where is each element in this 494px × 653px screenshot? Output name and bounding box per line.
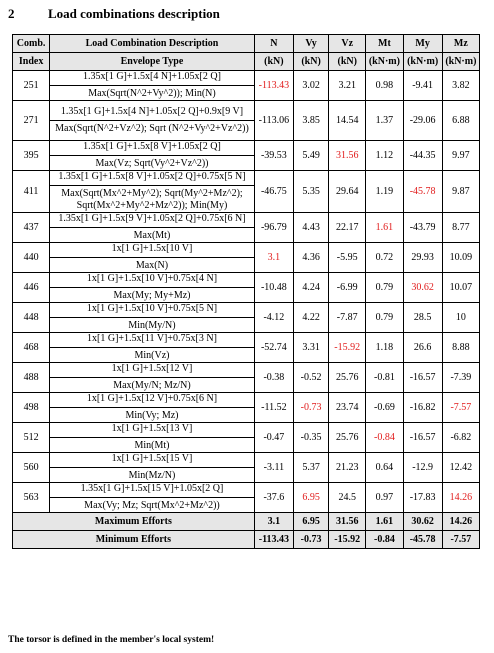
envelope-type: Max(Vz; Sqrt(Vy^2+Vz^2)) bbox=[50, 155, 254, 170]
effort-value: -0.73 bbox=[294, 393, 329, 423]
footer-value: 30.62 bbox=[403, 513, 442, 531]
footer-value: -0.73 bbox=[294, 531, 329, 549]
comb-index: 446 bbox=[13, 273, 50, 303]
table-row bbox=[13, 423, 480, 453]
combination-description: 1.35x[1 G]+1.5x[4 N]+1.05x[2 Q]+0.9x[9 V] bbox=[60, 106, 244, 117]
effort-value: -3.11 bbox=[254, 453, 293, 483]
effort-value: -17.83 bbox=[403, 483, 442, 513]
col-subheader: (kN) bbox=[329, 53, 366, 71]
effort-value: 31.56 bbox=[329, 141, 366, 171]
combination-description: 1x[1 G]+1.5x[12 V] bbox=[111, 363, 193, 374]
minimum-efforts-row bbox=[13, 531, 480, 549]
combination-cell bbox=[50, 273, 255, 303]
table-row bbox=[13, 453, 480, 483]
effort-value: 8.88 bbox=[442, 333, 479, 363]
effort-value: -43.79 bbox=[403, 213, 442, 243]
combination-description: 1x[1 G]+1.5x[15 V] bbox=[111, 453, 193, 464]
effort-value: 10.07 bbox=[442, 273, 479, 303]
effort-value: 3.31 bbox=[294, 333, 329, 363]
effort-value: -16.57 bbox=[403, 363, 442, 393]
effort-value: 25.76 bbox=[329, 423, 366, 453]
effort-value: 5.49 bbox=[294, 141, 329, 171]
col-header: Vz bbox=[329, 35, 366, 53]
combination-cell bbox=[50, 483, 255, 513]
table-row bbox=[13, 101, 480, 141]
combination-cell bbox=[50, 363, 255, 393]
effort-value: 30.62 bbox=[403, 273, 442, 303]
comb-index: 251 bbox=[13, 71, 50, 101]
footer-value: 3.1 bbox=[254, 513, 293, 531]
col-header: Mt bbox=[366, 35, 403, 53]
combination-cell bbox=[50, 71, 255, 101]
table-row bbox=[13, 171, 480, 213]
envelope-type: Min(Mz/N) bbox=[50, 467, 254, 482]
envelope-type: Max(Sqrt(Mx^2+My^2); Sqrt(My^2+Mz^2); Sqrt(Mx^2+My^2+Mz^2)); Min(My) bbox=[50, 185, 254, 212]
table-body bbox=[13, 71, 480, 513]
comb-index: 488 bbox=[13, 363, 50, 393]
effort-value: 9.87 bbox=[442, 171, 479, 213]
table-row bbox=[13, 483, 480, 513]
comb-index: 560 bbox=[13, 453, 50, 483]
effort-value: 22.17 bbox=[329, 213, 366, 243]
combination-description: 1x[1 G]+1.5x[10 V]+0.75x[4 N] bbox=[86, 273, 218, 284]
comb-index: 395 bbox=[13, 141, 50, 171]
effort-value: 14.26 bbox=[442, 483, 479, 513]
effort-value: 14.54 bbox=[329, 101, 366, 141]
effort-value: -46.75 bbox=[254, 171, 293, 213]
effort-value: 6.88 bbox=[442, 101, 479, 141]
envelope-type: Min(My/N) bbox=[50, 317, 254, 332]
envelope-type: Max(My; My+Mz) bbox=[50, 287, 254, 302]
comb-index: 411 bbox=[13, 171, 50, 213]
combination-cell bbox=[50, 423, 255, 453]
effort-value: 12.42 bbox=[442, 453, 479, 483]
envelope-type: Max(N) bbox=[50, 257, 254, 272]
col-subheader: Envelope Type bbox=[50, 53, 255, 71]
col-subheader: (kN·m) bbox=[442, 53, 479, 71]
footer-value: -15.92 bbox=[329, 531, 366, 549]
combination-description: 1x[1 G]+1.5x[11 V]+0.75x[3 N] bbox=[87, 333, 217, 344]
effort-value: 1.19 bbox=[366, 171, 403, 213]
effort-value: 0.79 bbox=[366, 273, 403, 303]
comb-index: 437 bbox=[13, 213, 50, 243]
header-row-top bbox=[13, 35, 480, 53]
section-title: Load combinations description bbox=[48, 6, 220, 21]
effort-value: -0.47 bbox=[254, 423, 293, 453]
col-subheader: (kN) bbox=[254, 53, 293, 71]
envelope-type: Min(Vy; Mz) bbox=[50, 407, 254, 422]
comb-index: 448 bbox=[13, 303, 50, 333]
effort-value: -0.81 bbox=[366, 363, 403, 393]
effort-value: 0.72 bbox=[366, 243, 403, 273]
effort-value: 9.97 bbox=[442, 141, 479, 171]
effort-value: -0.52 bbox=[294, 363, 329, 393]
footer-value: -7.57 bbox=[442, 531, 479, 549]
col-header: Comb. bbox=[13, 35, 50, 53]
effort-value: 1.61 bbox=[366, 213, 403, 243]
effort-value: -9.41 bbox=[403, 71, 442, 101]
col-subheader: (kN·m) bbox=[366, 53, 403, 71]
effort-value: -7.87 bbox=[329, 303, 366, 333]
combination-cell bbox=[50, 171, 255, 213]
combination-description: 1x[1 G]+1.5x[10 V] bbox=[111, 243, 193, 254]
effort-value: -113.43 bbox=[254, 71, 293, 101]
table-row bbox=[13, 273, 480, 303]
effort-value: 10 bbox=[442, 303, 479, 333]
effort-value: 0.98 bbox=[366, 71, 403, 101]
effort-value: 4.36 bbox=[294, 243, 329, 273]
effort-value: -12.9 bbox=[403, 453, 442, 483]
col-header: Vy bbox=[294, 35, 329, 53]
effort-value: 24.5 bbox=[329, 483, 366, 513]
table-row bbox=[13, 213, 480, 243]
combination-description: 1.35x[1 G]+1.5x[4 N]+1.05x[2 Q] bbox=[83, 71, 221, 82]
effort-value: 1.12 bbox=[366, 141, 403, 171]
col-header: Mz bbox=[442, 35, 479, 53]
effort-value: -29.06 bbox=[403, 101, 442, 141]
table-row bbox=[13, 71, 480, 101]
torsor-note: The torsor is defined in the member's local system! bbox=[8, 635, 215, 645]
table-row bbox=[13, 333, 480, 363]
table-row bbox=[13, 303, 480, 333]
effort-value: 1.18 bbox=[366, 333, 403, 363]
effort-value: 3.82 bbox=[442, 71, 479, 101]
combination-description: 1x[1 G]+1.5x[13 V] bbox=[111, 423, 193, 434]
col-subheader: Index bbox=[13, 53, 50, 71]
effort-value: -5.95 bbox=[329, 243, 366, 273]
envelope-type: Min(Vz) bbox=[50, 347, 254, 362]
footer-value: 6.95 bbox=[294, 513, 329, 531]
effort-value: 3.02 bbox=[294, 71, 329, 101]
comb-index: 271 bbox=[13, 101, 50, 141]
effort-value: -7.39 bbox=[442, 363, 479, 393]
effort-value: -4.12 bbox=[254, 303, 293, 333]
effort-value: 5.35 bbox=[294, 171, 329, 213]
effort-value: 8.77 bbox=[442, 213, 479, 243]
effort-value: 0.64 bbox=[366, 453, 403, 483]
combination-description: 1x[1 G]+1.5x[10 V]+0.75x[5 N] bbox=[86, 303, 218, 314]
section-heading bbox=[8, 6, 220, 22]
maximum-efforts-row bbox=[13, 513, 480, 531]
effort-value: 29.93 bbox=[403, 243, 442, 273]
comb-index: 512 bbox=[13, 423, 50, 453]
combination-description: 1.35x[1 G]+1.5x[15 V]+1.05x[2 Q] bbox=[80, 483, 224, 494]
effort-value: -10.48 bbox=[254, 273, 293, 303]
comb-index: 440 bbox=[13, 243, 50, 273]
envelope-type: Max(Sqrt(N^2+Vz^2); Sqrt (N^2+Vy^2+Vz^2)) bbox=[50, 120, 254, 135]
effort-value: 6.95 bbox=[294, 483, 329, 513]
comb-index: 468 bbox=[13, 333, 50, 363]
section-number: 2 bbox=[8, 6, 15, 21]
effort-value: 1.37 bbox=[366, 101, 403, 141]
col-header: Load Combination Description bbox=[50, 35, 255, 53]
effort-value: -16.82 bbox=[403, 393, 442, 423]
footer-value: 14.26 bbox=[442, 513, 479, 531]
effort-value: -113.06 bbox=[254, 101, 293, 141]
effort-value: -52.74 bbox=[254, 333, 293, 363]
effort-value: -37.6 bbox=[254, 483, 293, 513]
effort-value: -96.79 bbox=[254, 213, 293, 243]
envelope-type: Max(Mt) bbox=[50, 227, 254, 242]
footer-value: -0.84 bbox=[366, 531, 403, 549]
effort-value: 23.74 bbox=[329, 393, 366, 423]
effort-value: -0.35 bbox=[294, 423, 329, 453]
effort-value: 21.23 bbox=[329, 453, 366, 483]
effort-value: 3.21 bbox=[329, 71, 366, 101]
combination-cell bbox=[50, 243, 255, 273]
effort-value: -7.57 bbox=[442, 393, 479, 423]
combination-cell bbox=[50, 393, 255, 423]
effort-value: -44.35 bbox=[403, 141, 442, 171]
effort-value: 5.37 bbox=[294, 453, 329, 483]
col-header: N bbox=[254, 35, 293, 53]
combination-description: 1.35x[1 G]+1.5x[9 V]+1.05x[2 Q]+0.75x[6 N] bbox=[58, 213, 246, 224]
table-row bbox=[13, 363, 480, 393]
combination-description: 1.35x[1 G]+1.5x[8 V]+1.05x[2 Q] bbox=[83, 141, 221, 152]
envelope-type: Max(Vy; Mz; Sqrt(Mx^2+Mz^2)) bbox=[50, 497, 254, 512]
effort-value: 25.76 bbox=[329, 363, 366, 393]
effort-value: -0.69 bbox=[366, 393, 403, 423]
comb-index: 563 bbox=[13, 483, 50, 513]
effort-value: -16.57 bbox=[403, 423, 442, 453]
effort-value: 0.97 bbox=[366, 483, 403, 513]
effort-value: 0.79 bbox=[366, 303, 403, 333]
header-row-bottom bbox=[13, 53, 480, 71]
footer-value: 31.56 bbox=[329, 513, 366, 531]
effort-value: -39.53 bbox=[254, 141, 293, 171]
effort-value: -0.38 bbox=[254, 363, 293, 393]
effort-value: -0.84 bbox=[366, 423, 403, 453]
footer-value: -113.43 bbox=[254, 531, 293, 549]
combination-cell bbox=[50, 303, 255, 333]
combination-description: 1x[1 G]+1.5x[12 V]+0.75x[6 N] bbox=[86, 393, 218, 404]
footer-value: 1.61 bbox=[366, 513, 403, 531]
footer-label: Minimum Efforts bbox=[13, 531, 255, 549]
effort-value: 10.09 bbox=[442, 243, 479, 273]
effort-value: 26.6 bbox=[403, 333, 442, 363]
combination-description: 1.35x[1 G]+1.5x[8 V]+1.05x[2 Q]+0.75x[5 N] bbox=[58, 171, 246, 182]
combination-cell bbox=[50, 141, 255, 171]
footer-value: -45.78 bbox=[403, 531, 442, 549]
effort-value: 4.43 bbox=[294, 213, 329, 243]
effort-value: 28.5 bbox=[403, 303, 442, 333]
effort-value: -11.52 bbox=[254, 393, 293, 423]
effort-value: 29.64 bbox=[329, 171, 366, 213]
effort-value: -6.82 bbox=[442, 423, 479, 453]
combination-cell bbox=[50, 333, 255, 363]
effort-value: 3.85 bbox=[294, 101, 329, 141]
effort-value: -15.92 bbox=[329, 333, 366, 363]
effort-value: -45.78 bbox=[403, 171, 442, 213]
col-subheader: (kN) bbox=[294, 53, 329, 71]
combination-cell bbox=[50, 101, 255, 141]
col-header: My bbox=[403, 35, 442, 53]
envelope-type: Max(My/N; Mz/N) bbox=[50, 377, 254, 392]
table-row bbox=[13, 243, 480, 273]
envelope-type: Max(Sqrt(N^2+Vy^2)); Min(N) bbox=[50, 85, 254, 100]
combination-cell bbox=[50, 213, 255, 243]
comb-index: 498 bbox=[13, 393, 50, 423]
envelope-type: Min(Mt) bbox=[50, 437, 254, 452]
load-combinations-table bbox=[12, 34, 480, 549]
combination-cell bbox=[50, 453, 255, 483]
effort-value: 4.24 bbox=[294, 273, 329, 303]
table-footer bbox=[13, 513, 480, 549]
effort-value: 4.22 bbox=[294, 303, 329, 333]
effort-value: -6.99 bbox=[329, 273, 366, 303]
table-row bbox=[13, 393, 480, 423]
footer-label: Maximum Efforts bbox=[13, 513, 255, 531]
col-subheader: (kN·m) bbox=[403, 53, 442, 71]
table-row bbox=[13, 141, 480, 171]
effort-value: 3.1 bbox=[254, 243, 293, 273]
